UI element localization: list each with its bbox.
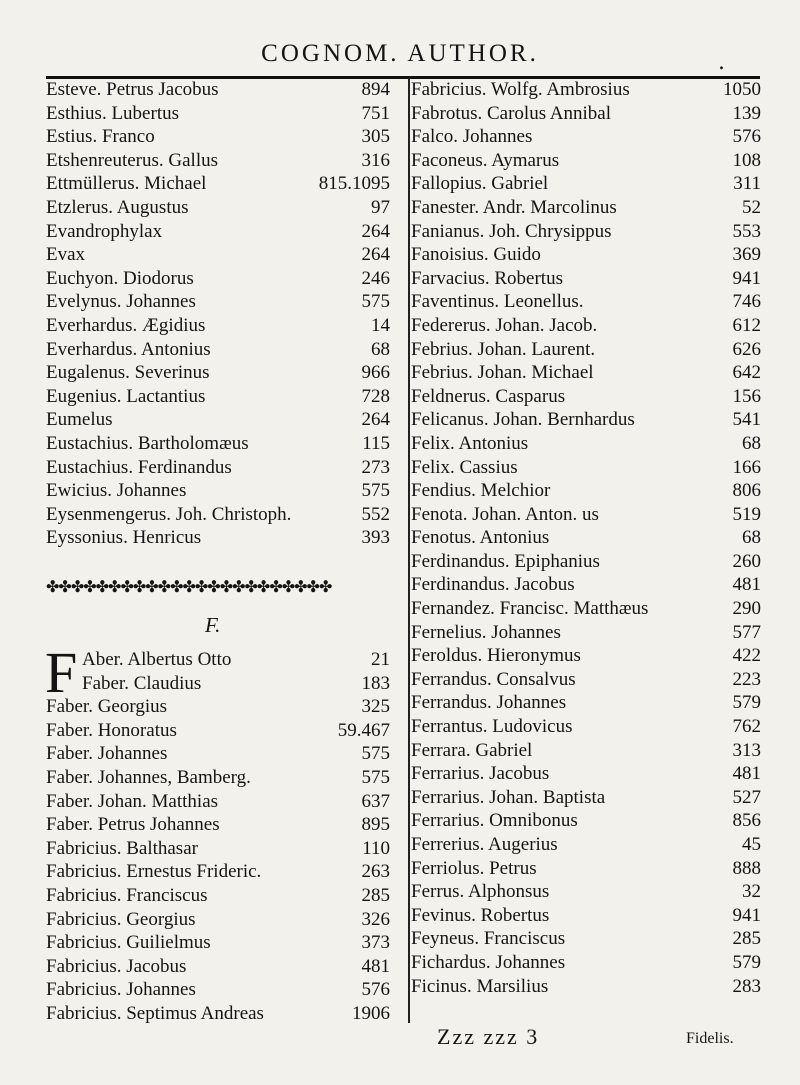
entry-page: 183: [361, 672, 390, 694]
signature-mark: Zzz zzz 3: [437, 1024, 540, 1049]
entry-name: Fabricius. Jacobus: [46, 955, 187, 977]
entry-name: Fabricius. Franciscus: [46, 884, 208, 906]
entry-page: 422: [732, 645, 761, 667]
left-column-f-entries: [45, 640, 390, 1026]
section-ornament: ✤✤✤✤✤✤✤✤✤✤✤✤✤✤✤✤✤✤✤✤✤✤✤: [46, 577, 332, 596]
entry-name: Faber. Claudius: [82, 672, 202, 694]
index-entry: [411, 408, 759, 432]
entry-page: 552: [361, 503, 390, 525]
entry-name: Eyssonius. Henricus: [46, 527, 202, 549]
right-column-entries: [411, 78, 759, 998]
entry-page: 579: [732, 951, 761, 973]
index-entry: [411, 196, 759, 220]
index-entry: [46, 361, 390, 385]
entry-page: 626: [732, 338, 761, 360]
index-entry: [411, 456, 759, 480]
entry-name: Ferdinandus. Epiphanius: [411, 550, 600, 572]
index-entry: [411, 125, 759, 149]
index-entry: [411, 290, 759, 314]
index-entry: [46, 837, 390, 861]
index-entry: [411, 621, 759, 645]
index-entry: [411, 361, 759, 385]
column-divider: [408, 78, 410, 1023]
entry-page: 576: [732, 126, 761, 148]
entry-page: 311: [733, 173, 761, 195]
index-entry: [411, 78, 759, 102]
entry-name: Fabricius. Ernestus Frideric.: [46, 861, 262, 883]
entry-name: Feldnerus. Casparus: [411, 385, 566, 407]
entry-name: Fabrotus. Carolus Annibal: [411, 102, 612, 124]
entry-name: Fernandez. Francisc. Matthæus: [411, 598, 649, 620]
entry-name: Ferrantus. Ludovicus: [411, 716, 573, 738]
index-entry: [411, 762, 759, 786]
index-entry: [46, 314, 390, 338]
entry-name: Fabricius. Johannes: [46, 979, 196, 1001]
entry-name: Euchyon. Diodorus: [46, 267, 194, 289]
entry-page: 305: [361, 126, 390, 148]
entry-name: Felix. Cassius: [411, 456, 518, 478]
entry-name: Fabricius. Georgius: [46, 908, 196, 930]
entry-name: Etzlerus. Augustus: [46, 196, 189, 218]
entry-page: 313: [732, 739, 761, 761]
entry-name: Fabricius. Guilielmus: [46, 932, 211, 954]
entry-page: 553: [732, 220, 761, 242]
entry-page: 373: [361, 932, 390, 954]
entry-page: 59.467: [337, 719, 390, 741]
index-entry: [46, 672, 390, 696]
entry-page: 325: [361, 696, 390, 718]
entry-page: 97: [371, 196, 390, 218]
entry-page: 68: [371, 338, 390, 360]
entry-page: 139: [732, 102, 761, 124]
entry-page: 223: [732, 668, 761, 690]
entry-name: Fabricius. Balthasar: [46, 837, 198, 859]
entry-page: 285: [732, 928, 761, 950]
entry-name: Faventinus. Leonellus.: [411, 291, 584, 313]
entry-name: Eustachius. Ferdinandus: [46, 456, 232, 478]
entry-page: 481: [732, 763, 761, 785]
entry-name: Falco. Johannes: [411, 126, 533, 148]
entry-page: 326: [361, 908, 390, 930]
index-entry: [46, 385, 390, 409]
entry-name: Ferrara. Gabriel: [411, 739, 533, 761]
entry-page: 746: [732, 291, 761, 313]
entry-name: Faber. Georgius: [46, 696, 168, 718]
index-entry: [411, 314, 759, 338]
entry-page: 527: [732, 786, 761, 808]
entry-page: 576: [361, 979, 390, 1001]
index-entry: [411, 550, 759, 574]
entry-page: 1050: [723, 79, 761, 100]
index-entry: [411, 927, 759, 951]
index-entry: [411, 432, 759, 456]
entry-name: Fernelius. Johannes: [411, 621, 561, 643]
entry-name: Ferrarius. Johan. Baptista: [411, 786, 606, 808]
entry-name: Everhardus. Ægidius: [46, 314, 206, 336]
entry-name: Fanester. Andr. Marcolinus: [411, 196, 617, 218]
drop-capital: F: [45, 640, 78, 705]
index-entry: [411, 220, 759, 244]
index-entry: [46, 813, 390, 837]
index-entry: [46, 955, 390, 979]
entry-page: 894: [361, 79, 390, 100]
entry-page: 264: [361, 409, 390, 431]
entry-name: Faconeus. Aymarus: [411, 149, 560, 171]
entry-page: 264: [361, 244, 390, 266]
section-letter: F.: [205, 613, 221, 637]
entry-page: 52: [742, 196, 761, 218]
entry-page: 888: [732, 857, 761, 879]
entry-page: 14: [371, 314, 390, 336]
entry-name: Fendius. Melchior: [411, 480, 551, 502]
entry-name: Faber. Petrus Johannes: [46, 814, 220, 836]
entry-name: Eustachius. Bartholomæus: [46, 432, 249, 454]
index-entry: [411, 786, 759, 810]
index-entry: [46, 149, 390, 173]
entry-name: Ferrus. Alphonsus: [411, 881, 550, 903]
entry-name: Eugalenus. Severinus: [46, 362, 210, 384]
entry-name: Eugenius. Lactantius: [46, 385, 206, 407]
index-entry: [46, 719, 390, 743]
index-entry: [46, 196, 390, 220]
index-entry: [411, 809, 759, 833]
entry-name: Felix. Antonius: [411, 432, 529, 454]
index-entry: [46, 1002, 390, 1026]
entry-name: Fallopius. Gabriel: [411, 173, 549, 195]
index-entry: [411, 102, 759, 126]
entry-name: Faber. Honoratus: [46, 719, 177, 741]
index-entry: [46, 338, 390, 362]
entry-name: Fabricius. Wolfg. Ambrosius: [411, 79, 630, 100]
entry-name: Ficinus. Marsilius: [411, 975, 549, 997]
entry-name: Farvacius. Robertus: [411, 267, 563, 289]
entry-name: Febrius. Johan. Michael: [411, 362, 594, 384]
entry-name: Feroldus. Hieronymus: [411, 645, 581, 667]
index-entry: [46, 790, 390, 814]
index-entry: [46, 290, 390, 314]
entry-page: 68: [742, 432, 761, 454]
index-entry: [411, 739, 759, 763]
entry-page: 285: [361, 884, 390, 906]
index-entry: [46, 243, 390, 267]
entry-name: Faber. Johannes, Bamberg.: [46, 766, 251, 788]
entry-name: Evax: [46, 244, 86, 266]
entry-page: 283: [732, 975, 761, 997]
index-entry: [411, 833, 759, 857]
entry-name: Federerus. Johan. Jacob.: [411, 314, 598, 336]
index-entry: [46, 648, 390, 672]
index-entry: [46, 125, 390, 149]
catchword: Fidelis.: [686, 1030, 734, 1047]
entry-page: 481: [361, 955, 390, 977]
entry-name: Fanianus. Joh. Chrysippus: [411, 220, 612, 242]
index-entry: [411, 668, 759, 692]
index-entry: [46, 695, 390, 719]
entry-name: Ferrerius. Augerius: [411, 834, 558, 855]
index-entry: [411, 149, 759, 173]
entry-page: 895: [361, 814, 390, 836]
index-entry: [46, 908, 390, 932]
entry-name: Estius. Franco: [46, 126, 155, 148]
entry-name: Esthius. Lubertus: [46, 102, 179, 124]
index-entry: [411, 975, 759, 999]
entry-name: Febrius. Johan. Laurent.: [411, 338, 596, 360]
index-entry: [46, 267, 390, 291]
index-entry: [411, 503, 759, 527]
index-entry: [46, 766, 390, 790]
entry-page: 815.1095: [318, 173, 390, 195]
index-entry: [46, 456, 390, 480]
index-entry: [46, 220, 390, 244]
entry-name: Ferrarius. Jacobus: [411, 763, 550, 785]
entry-name: Felicanus. Johan. Bernhardus: [411, 409, 635, 431]
index-entry: [46, 978, 390, 1002]
entry-page: 541: [732, 409, 761, 431]
index-entry: [46, 102, 390, 126]
index-entry: [46, 526, 390, 550]
entry-page: 575: [361, 743, 390, 765]
index-entry: [411, 644, 759, 668]
entry-page: 316: [361, 149, 390, 171]
entry-name: Ferriolus. Petrus: [411, 857, 537, 879]
index-entry: [411, 172, 759, 196]
entry-name: Fanoisius. Guido: [411, 244, 541, 266]
entry-page: 45: [742, 834, 761, 855]
entry-name: Esteve. Petrus Jacobus: [46, 79, 219, 100]
entry-page: 273: [361, 456, 390, 478]
index-entry: [46, 432, 390, 456]
entry-name: Fichardus. Johannes: [411, 951, 566, 973]
entry-page: 166: [732, 456, 761, 478]
index-entry: [46, 172, 390, 196]
index-entry: [411, 385, 759, 409]
entry-name: Ferrandus. Consalvus: [411, 668, 576, 690]
index-entry: [411, 691, 759, 715]
index-entry: [411, 267, 759, 291]
entry-name: Ferrandus. Johannes: [411, 692, 567, 714]
entry-page: 108: [732, 149, 761, 171]
left-column-e-entries: [46, 78, 390, 550]
entry-page: 110: [362, 837, 390, 859]
entry-page: 21: [371, 649, 390, 670]
index-entry: [46, 860, 390, 884]
header-dot: .: [718, 50, 725, 75]
index-entry: [411, 526, 759, 550]
entry-name: Fevinus. Robertus: [411, 904, 550, 926]
entry-page: 966: [361, 362, 390, 384]
entry-page: 156: [732, 385, 761, 407]
index-entry: [46, 503, 390, 527]
entry-name: Etshenreuterus. Gallus: [46, 149, 219, 171]
entry-page: 32: [742, 881, 761, 903]
index-entry: [411, 880, 759, 904]
index-entry: [411, 338, 759, 362]
entry-page: 941: [732, 267, 761, 289]
entry-name: Ewicius. Johannes: [46, 480, 187, 502]
entry-page: 941: [732, 904, 761, 926]
entry-name: Faber. Johan. Matthias: [46, 790, 219, 812]
entry-page: 751: [361, 102, 390, 124]
page-header: COGNOM. AUTHOR.: [261, 40, 539, 67]
entry-page: 762: [732, 716, 761, 738]
entry-page: 260: [732, 550, 761, 572]
entry-name: Everhardus. Antonius: [46, 338, 211, 360]
index-entry: [46, 931, 390, 955]
entry-name: Eysenmengerus. Joh. Christoph.: [46, 503, 292, 525]
entry-page: 115: [362, 432, 390, 454]
entry-page: 856: [732, 810, 761, 832]
entry-name: Eumelus: [46, 409, 113, 431]
entry-page: 263: [361, 861, 390, 883]
entry-name: Aber. Albertus Otto: [82, 649, 232, 670]
entry-page: 369: [732, 244, 761, 266]
entry-page: 579: [732, 692, 761, 714]
index-entry: [411, 857, 759, 881]
entry-page: 393: [361, 527, 390, 549]
index-entry: [411, 597, 759, 621]
entry-name: Fenotus. Antonius: [411, 527, 550, 549]
index-entry: [411, 951, 759, 975]
entry-name: Ferdinandus. Jacobus: [411, 574, 575, 596]
index-entry: [411, 243, 759, 267]
index-entry: [411, 573, 759, 597]
entry-name: Ettmüllerus. Michael: [46, 173, 207, 195]
entry-page: 637: [361, 790, 390, 812]
index-entry: [46, 479, 390, 503]
entry-name: Ferrarius. Omnibonus: [411, 810, 578, 832]
entry-name: Fabricius. Septimus Andreas: [46, 1002, 264, 1024]
entry-page: 481: [732, 574, 761, 596]
entry-name: Feyneus. Franciscus: [411, 928, 566, 950]
entry-page: 68: [742, 527, 761, 549]
index-entry: [46, 78, 390, 102]
entry-page: 246: [361, 267, 390, 289]
entry-page: 575: [361, 291, 390, 313]
index-entry: [46, 884, 390, 908]
index-entry: [411, 904, 759, 928]
entry-page: 290: [732, 598, 761, 620]
entry-page: 612: [732, 314, 761, 336]
entry-page: 806: [732, 480, 761, 502]
entry-page: 575: [361, 480, 390, 502]
entry-page: 642: [732, 362, 761, 384]
index-entry: [411, 479, 759, 503]
entry-name: Faber. Johannes: [46, 743, 168, 765]
entry-name: Evandrophylax: [46, 220, 163, 242]
entry-page: 575: [361, 766, 390, 788]
index-entry: [411, 715, 759, 739]
entry-page: 728: [361, 385, 390, 407]
entry-page: 577: [732, 621, 761, 643]
index-entry: [46, 742, 390, 766]
entry-name: Fenota. Johan. Anton. us: [411, 503, 599, 525]
entry-page: 1906: [352, 1002, 390, 1024]
index-entry: [46, 408, 390, 432]
entry-page: 264: [361, 220, 390, 242]
entry-name: Evelynus. Johannes: [46, 291, 196, 313]
entry-page: 519: [732, 503, 761, 525]
